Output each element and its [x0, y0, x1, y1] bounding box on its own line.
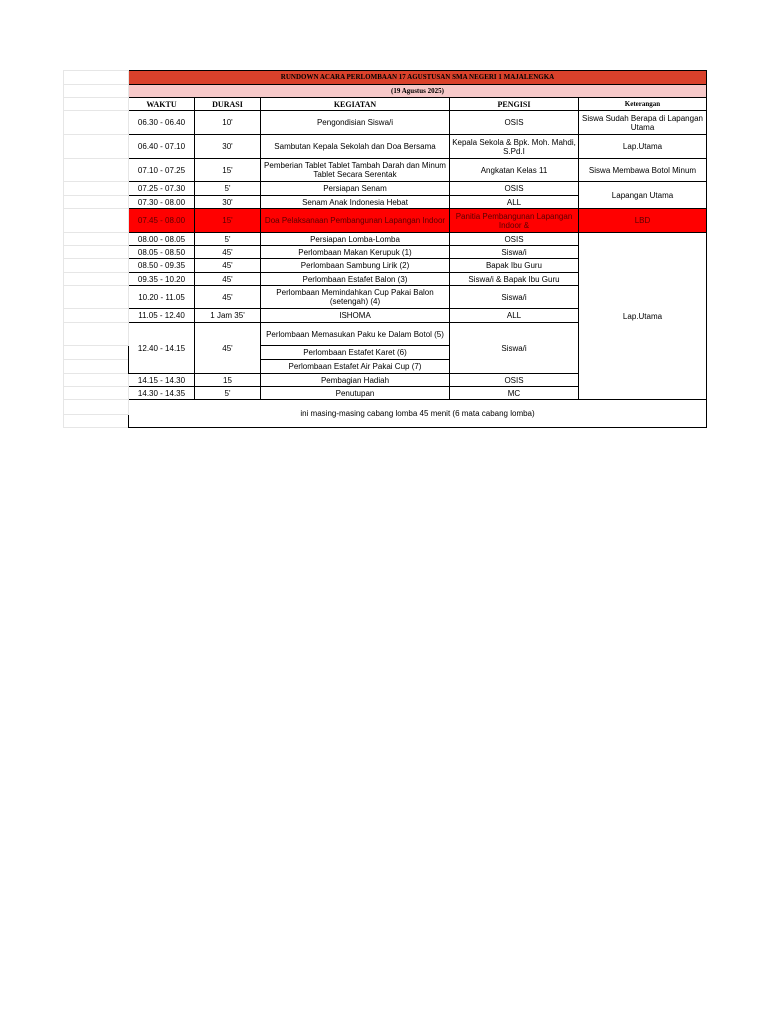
cell-kegiatan[interactable]: Pembagian Hadiah — [261, 374, 450, 387]
cell-waktu[interactable]: 14.15 - 14.30 — [129, 374, 195, 387]
cell-waktu[interactable]: 12.40 - 14.15 — [129, 323, 195, 374]
cell-pengisi[interactable]: Siswa/i — [450, 323, 579, 374]
cell-waktu[interactable]: 06.40 - 07.10 — [129, 135, 195, 159]
cell-kegiatan[interactable]: Perlombaan Estafet Balon (3) — [261, 273, 450, 286]
cell-kegiatan[interactable]: Perlombaan Memasukan Paku ke Dalam Botol (5) — [261, 323, 450, 346]
cell-durasi[interactable]: 30' — [195, 196, 261, 209]
cell-durasi[interactable]: 15' — [195, 209, 261, 233]
title-row — [64, 71, 707, 85]
cell-kegiatan[interactable]: Persiapan Lomba-Lomba — [261, 233, 450, 246]
table-row-highlighted — [64, 209, 707, 233]
table-row — [64, 159, 707, 182]
cell-pengisi[interactable]: Siswa/i & Bapak Ibu Guru — [450, 273, 579, 286]
event-date[interactable]: (19 Agustus 2025) — [129, 85, 707, 98]
cell-kegiatan[interactable]: Perlombaan Estafet Karet (6) — [261, 346, 450, 360]
cell-waktu[interactable]: 07.45 - 08.00 — [129, 209, 195, 233]
table-row — [64, 233, 707, 246]
note-row — [64, 400, 707, 415]
cell-keterangan[interactable]: Siswa Membawa Botol Minum — [579, 159, 707, 182]
cell-durasi[interactable]: 45' — [195, 273, 261, 286]
cell-waktu[interactable]: 06.30 - 06.40 — [129, 111, 195, 135]
cell-pengisi[interactable]: ALL — [450, 196, 579, 209]
footnote[interactable]: ini masing-masing cabang lomba 45 menit (6 mata cabang lomba) — [129, 400, 707, 428]
cell-waktu[interactable]: 07.10 - 07.25 — [129, 159, 195, 182]
col-header-kegiatan[interactable]: KEGIATAN — [261, 98, 450, 111]
cell-durasi[interactable]: 45' — [195, 259, 261, 273]
cell-waktu[interactable]: 08.50 - 09.35 — [129, 259, 195, 273]
cell-kegiatan[interactable]: ISHOMA — [261, 309, 450, 323]
cell-kegiatan[interactable]: Pemberian Tablet Tablet Tambah Darah dan Minum Tablet Secara Serentak — [261, 159, 450, 182]
cell-durasi[interactable]: 10' — [195, 111, 261, 135]
header-row — [64, 98, 707, 111]
cell-kegiatan[interactable]: Doa Pelaksanaan Pembangunan Lapangan Indoor — [261, 209, 450, 233]
cell-waktu[interactable]: 14.30 - 14.35 — [129, 387, 195, 400]
sheet-title[interactable]: RUNDOWN ACARA PERLOMBAAN 17 AGUSTUSAN SMA NEGERI 1 MAJALENGKA — [129, 71, 707, 85]
table-row — [64, 182, 707, 196]
rundown-table — [63, 70, 707, 428]
cell-kegiatan[interactable]: Perlombaan Estafet Air Pakai Cup (7) — [261, 360, 450, 374]
cell-kegiatan[interactable]: Penutupan — [261, 387, 450, 400]
cell-pengisi[interactable]: OSIS — [450, 182, 579, 196]
cell-kegiatan[interactable]: Senam Anak Indonesia Hebat — [261, 196, 450, 209]
cell-pengisi[interactable]: Siswa/i — [450, 246, 579, 259]
col-header-keterangan[interactable]: Keterangan — [579, 98, 707, 111]
cell-keterangan[interactable]: Lapangan Utama — [579, 182, 707, 209]
col-header-durasi[interactable]: DURASI — [195, 98, 261, 111]
cell-pengisi[interactable]: OSIS — [450, 111, 579, 135]
cell-keterangan[interactable]: Lap.Utama — [579, 233, 707, 400]
cell-durasi[interactable]: 15' — [195, 159, 261, 182]
cell-kegiatan[interactable]: Pengondisian Siswa/i — [261, 111, 450, 135]
cell-waktu[interactable]: 10.20 - 11.05 — [129, 286, 195, 309]
cell-pengisi[interactable]: MC — [450, 387, 579, 400]
cell-kegiatan[interactable]: Persiapan Senam — [261, 182, 450, 196]
cell-durasi[interactable]: 45' — [195, 286, 261, 309]
cell-kegiatan[interactable]: Sambutan Kepala Sekolah dan Doa Bersama — [261, 135, 450, 159]
cell-pengisi[interactable]: Angkatan Kelas 11 — [450, 159, 579, 182]
cell-waktu[interactable]: 11.05 - 12.40 — [129, 309, 195, 323]
cell-pengisi[interactable]: Bapak Ibu Guru — [450, 259, 579, 273]
cell-keterangan[interactable]: Siswa Sudah Berapa di Lapangan Utama — [579, 111, 707, 135]
cell-kegiatan[interactable]: Perlombaan Sambung Lirik (2) — [261, 259, 450, 273]
cell-pengisi[interactable]: ALL — [450, 309, 579, 323]
date-row — [64, 85, 707, 98]
cell-waktu[interactable]: 07.30 - 08.00 — [129, 196, 195, 209]
col-header-pengisi[interactable]: PENGISI — [450, 98, 579, 111]
cell-waktu[interactable]: 08.00 - 08.05 — [129, 233, 195, 246]
cell-pengisi[interactable]: Siswa/i — [450, 286, 579, 309]
cell-durasi[interactable]: 45' — [195, 323, 261, 374]
cell-keterangan[interactable]: LBD — [579, 209, 707, 233]
cell-durasi[interactable]: 45' — [195, 246, 261, 259]
cell-durasi[interactable]: 30' — [195, 135, 261, 159]
cell-kegiatan[interactable]: Perlombaan Memindahkan Cup Pakai Balon (setengah) (4) — [261, 286, 450, 309]
table-row — [64, 135, 707, 159]
cell-durasi[interactable]: 5' — [195, 233, 261, 246]
cell-pengisi[interactable]: OSIS — [450, 233, 579, 246]
cell-durasi[interactable]: 1 Jam 35' — [195, 309, 261, 323]
col-header-waktu[interactable]: WAKTU — [129, 98, 195, 111]
cell-kegiatan[interactable]: Perlombaan Makan Kerupuk (1) — [261, 246, 450, 259]
cell-durasi[interactable]: 15 — [195, 374, 261, 387]
cell-pengisi[interactable]: Kepala Sekola & Bpk. Moh. Mahdi, S.Pd.I — [450, 135, 579, 159]
cell-pengisi[interactable]: Panitia Pembangunan Lapangan Indoor & — [450, 209, 579, 233]
cell-waktu[interactable]: 08.05 - 08.50 — [129, 246, 195, 259]
table-row — [64, 111, 707, 135]
cell-waktu[interactable]: 09.35 - 10.20 — [129, 273, 195, 286]
cell-waktu[interactable]: 07.25 - 07.30 — [129, 182, 195, 196]
cell-durasi[interactable]: 5' — [195, 387, 261, 400]
cell-pengisi[interactable]: OSIS — [450, 374, 579, 387]
cell-durasi[interactable]: 5' — [195, 182, 261, 196]
cell-keterangan[interactable]: Lap.Utama — [579, 135, 707, 159]
